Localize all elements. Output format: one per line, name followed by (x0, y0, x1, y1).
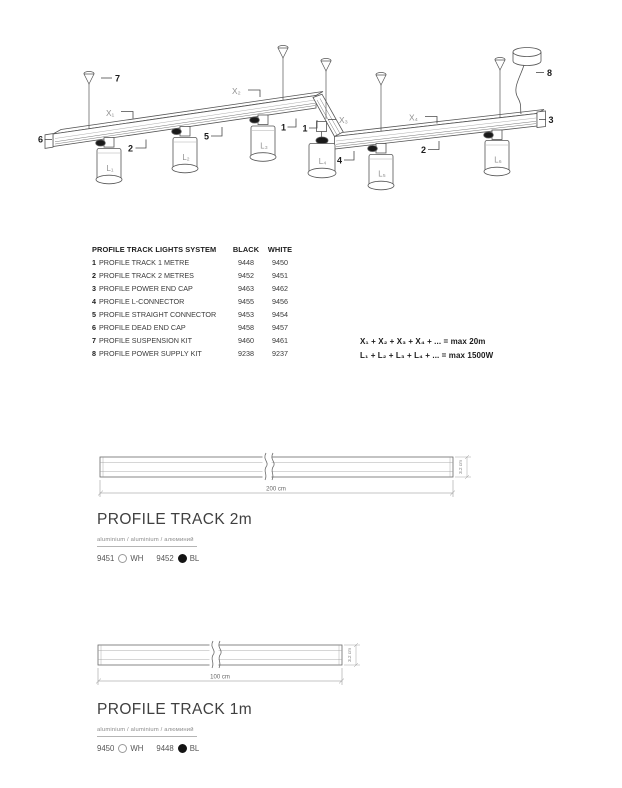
table-row (92, 347, 292, 360)
callout-4: 4 (337, 155, 343, 166)
label-x3: X₃ (339, 115, 348, 125)
row-num: 2 (92, 271, 96, 280)
code-bl: 9448 (156, 743, 174, 753)
label-l4: L₄ (318, 157, 327, 166)
row-code-black: 9463 (238, 284, 254, 293)
label-l5: L₅ (378, 169, 386, 179)
row-code-black: 9238 (238, 349, 254, 358)
table-row (92, 321, 292, 334)
break-mask (210, 642, 219, 668)
white-swatch-icon (118, 744, 127, 753)
callout-7: 7 (115, 73, 121, 84)
row-name: PROFILE STRAIGHT CONNECTOR (99, 310, 217, 319)
callout-leaders (45, 73, 547, 161)
row-code-white: 9237 (272, 349, 288, 358)
divider (97, 546, 197, 547)
product-materials-1m: aluminium / aluminium / алюминий (97, 727, 194, 733)
row-code-black: 9458 (238, 323, 254, 332)
row-num: 1 (92, 258, 96, 267)
row-code-black: 9455 (238, 297, 254, 306)
callout-5: 5 (204, 131, 210, 142)
finish-wh: WH (130, 553, 144, 563)
lamp-l2 (172, 127, 198, 173)
suspension-cone (278, 46, 288, 101)
length-label: 100 cm (210, 674, 230, 681)
dead-end-cap (45, 134, 53, 149)
table-row (92, 308, 292, 321)
code-wh: 9451 (97, 553, 115, 563)
label-x2: X₂ (232, 86, 241, 96)
divider (97, 736, 197, 737)
row-code-black: 9448 (238, 258, 254, 267)
lamp-l5 (368, 144, 394, 190)
code-wh: 9450 (97, 743, 115, 753)
row-name: PROFILE SUSPENSION KIT (99, 336, 193, 345)
row-num: 6 (92, 323, 96, 332)
label-l2: L₂ (182, 153, 190, 162)
label-x1: X₁ (106, 108, 115, 118)
row-code-white: 9450 (272, 258, 288, 267)
table-title: PROFILE TRACK LIGHTS SYSTEM (92, 245, 217, 254)
finish-bl: BL (189, 553, 200, 563)
product-materials-2m: aluminium / aluminium / алюминий (97, 537, 194, 543)
break-mask (263, 454, 272, 480)
row-name: PROFILE DEAD END CAP (99, 323, 186, 332)
finish-wh: WH (130, 743, 144, 753)
table-row (92, 282, 292, 295)
track-system-diagram (0, 0, 622, 215)
callout-8: 8 (547, 68, 553, 78)
row-num: 4 (92, 297, 96, 306)
power-supply-kit-icon (513, 48, 541, 115)
row-code-black: 9460 (238, 336, 254, 345)
product-codes-1m (97, 742, 212, 754)
label-l6: L₆ (494, 155, 502, 165)
table-row (92, 269, 292, 282)
label-x4: X₄ (409, 112, 418, 123)
track-1m-drawing (85, 632, 515, 696)
callout-1b: 1 (302, 123, 308, 134)
row-code-white: 9461 (272, 336, 288, 345)
row-num: 5 (92, 310, 96, 319)
row-num: 7 (92, 336, 96, 345)
max-power-formula: L₁ + L₂ + L₃ + L₄ + ... = max 1500W (360, 350, 494, 360)
column-white: WHITE (267, 245, 293, 254)
lamp-l1 (96, 138, 122, 184)
suspension-cone (376, 73, 386, 132)
row-code-white: 9462 (272, 284, 288, 293)
product-title-1m: PROFILE TRACK 1m (97, 701, 253, 718)
length-label: 200 cm (266, 486, 286, 493)
lamp-l6 (484, 130, 510, 176)
white-swatch-icon (118, 554, 127, 563)
row-name: PROFILE POWER SUPPLY KIT (99, 349, 202, 358)
table-row (92, 295, 292, 308)
spec-table (92, 243, 292, 360)
callout-6: 6 (38, 134, 44, 145)
code-bl: 9452 (156, 553, 174, 563)
height-label: 3.2 cm (458, 460, 463, 474)
product-title-2m: PROFILE TRACK 2m (97, 511, 253, 528)
suspension-cone (84, 72, 94, 130)
row-name: PROFILE POWER END CAP (99, 284, 193, 293)
callout-3: 3 (548, 115, 554, 125)
row-code-black: 9452 (238, 271, 254, 280)
row-name: PROFILE L-CONNECTOR (99, 297, 185, 306)
row-name: PROFILE TRACK 1 METRE (99, 258, 190, 267)
row-code-white: 9454 (272, 310, 288, 319)
callout-2-left: 2 (128, 143, 134, 154)
power-cable (516, 65, 524, 114)
lamp-l3 (250, 115, 276, 161)
label-l3: L₃ (260, 141, 268, 151)
track-2m-drawing (85, 442, 515, 506)
callout-1a: 1 (281, 122, 287, 133)
finish-bl: BL (189, 743, 200, 753)
row-code-white: 9457 (272, 323, 288, 332)
column-black: BLACK (232, 245, 260, 254)
system-limits (360, 335, 493, 362)
row-code-white: 9451 (272, 271, 288, 280)
product-codes-2m (97, 552, 212, 564)
row-num: 3 (92, 284, 96, 293)
black-swatch-icon (178, 554, 187, 563)
black-swatch-icon (178, 744, 187, 753)
row-code-black: 9453 (238, 310, 254, 319)
row-name: PROFILE TRACK 2 METRES (99, 271, 194, 280)
row-code-white: 9456 (272, 297, 288, 306)
row-num: 8 (92, 349, 96, 358)
table-row (92, 256, 292, 269)
height-label: 3.2 cm (347, 648, 352, 662)
max-length-formula: X₁ + X₂ + X₃ + X₄ + ... = max 20m (360, 337, 486, 346)
callout-2-right: 2 (421, 145, 427, 155)
track-run-b (335, 110, 546, 150)
table-row (92, 334, 292, 347)
table-header (92, 243, 292, 256)
suspension-cone (495, 58, 505, 119)
label-l1: L₁ (106, 164, 114, 173)
